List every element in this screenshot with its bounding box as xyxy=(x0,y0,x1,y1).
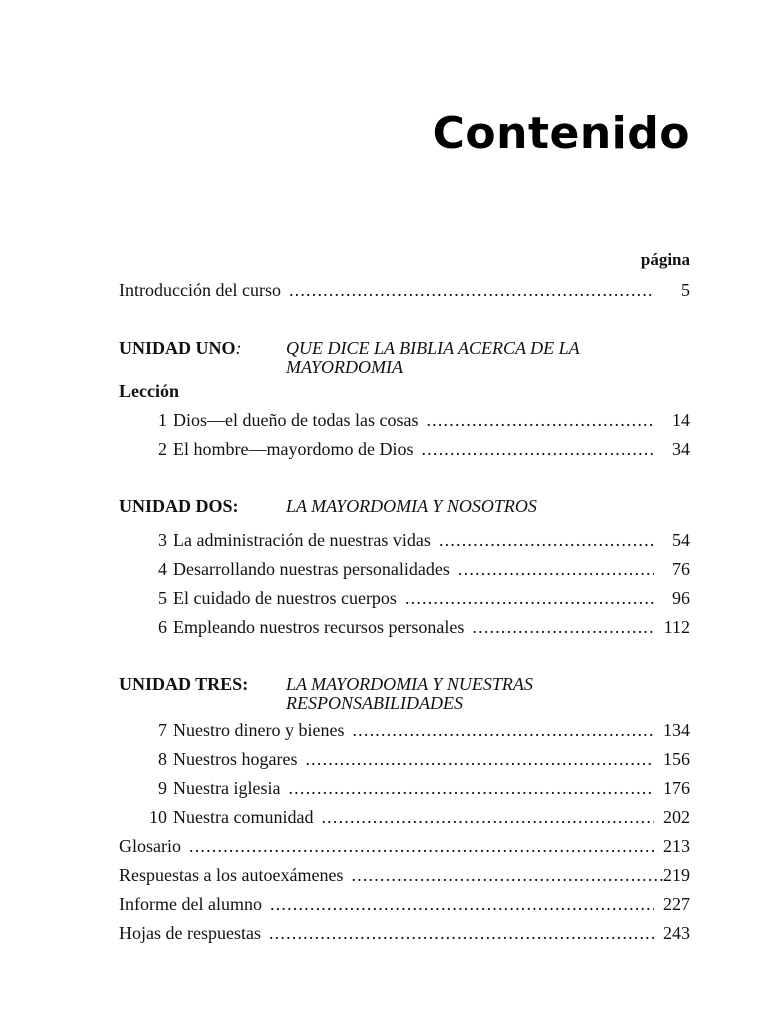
toc-entry-page: 112 xyxy=(663,617,690,637)
toc-entry-page: 156 xyxy=(663,749,690,769)
lesson-number: 5 xyxy=(158,588,167,608)
toc-entry-lesson-4[interactable] xyxy=(119,555,690,584)
dot-leader xyxy=(189,832,654,861)
lesson-number: 10 xyxy=(149,807,167,827)
unit-heading-3 xyxy=(119,675,690,713)
toc-entry-page: 243 xyxy=(663,923,690,943)
toc-entry-page: 14 xyxy=(672,410,690,430)
toc-entry-text: Glosario xyxy=(119,836,181,856)
toc-entry-text: La administración de nuestras vidas xyxy=(173,530,431,550)
toc-entry-hojas[interactable] xyxy=(119,919,690,948)
toc-entry-text: Nuestra iglesia xyxy=(173,778,281,798)
unit-colon: : xyxy=(235,338,242,358)
dot-leader xyxy=(472,613,654,642)
toc-entry-text: Hojas de respuestas xyxy=(119,923,261,943)
toc-entry-introduction[interactable] xyxy=(119,276,690,305)
toc-entry-lesson-9[interactable] xyxy=(119,774,690,803)
toc-entry-page: 227 xyxy=(663,894,690,914)
toc-entry-lesson-5[interactable] xyxy=(119,584,690,613)
dot-leader xyxy=(421,435,654,464)
lesson-number: 8 xyxy=(158,749,167,769)
unit-label: UNIDAD TRES: xyxy=(119,674,249,694)
table-of-contents xyxy=(119,248,690,948)
unit-heading-2 xyxy=(119,497,690,516)
toc-entry-page: 219 xyxy=(663,865,690,885)
toc-entry-glosario[interactable] xyxy=(119,832,690,861)
toc-entry-lesson-8[interactable] xyxy=(119,745,690,774)
toc-entry-text: Empleando nuestros recursos personales xyxy=(173,617,465,637)
dot-leader xyxy=(305,745,654,774)
page-title: Contenido xyxy=(432,108,690,159)
toc-entry-text: El hombre—mayordomo de Dios xyxy=(173,439,414,459)
unit-heading-1 xyxy=(119,339,690,377)
toc-entry-text: Respuestas a los autoexámenes xyxy=(119,865,344,885)
toc-entry-page: 76 xyxy=(672,559,690,579)
lesson-number: 6 xyxy=(158,617,167,637)
toc-entry-lesson-10[interactable] xyxy=(119,803,690,832)
toc-entry-page: 34 xyxy=(672,439,690,459)
dot-leader xyxy=(352,716,654,745)
toc-entry-text: Nuestros hogares xyxy=(173,749,298,769)
unit-title-line: LA MAYORDOMIA Y NUESTRAS xyxy=(286,674,533,694)
dot-leader xyxy=(288,774,654,803)
lesson-number: 7 xyxy=(158,720,167,740)
dot-leader xyxy=(321,803,654,832)
unit-label: UNIDAD DOS: xyxy=(119,496,239,516)
toc-entry-lesson-1[interactable] xyxy=(119,406,690,435)
dot-leader xyxy=(351,861,663,890)
toc-entry-page: 54 xyxy=(672,530,690,550)
unit-title-line: MAYORDOMIA xyxy=(286,357,403,377)
toc-entry-page: 96 xyxy=(672,588,690,608)
page-column-header: página xyxy=(640,250,690,269)
unit-title-line: LA MAYORDOMIA Y NOSOTROS xyxy=(286,496,537,516)
dot-leader xyxy=(439,526,654,555)
unit-title-line: RESPONSABILIDADES xyxy=(286,693,463,713)
unit-title-line: QUE DICE LA BIBLIA ACERCA DE LA xyxy=(286,338,580,358)
dot-leader xyxy=(270,890,654,919)
toc-entry-text: Desarrollando nuestras personalidades xyxy=(173,559,450,579)
lesson-number: 4 xyxy=(158,559,167,579)
toc-entry-page: 176 xyxy=(663,778,690,798)
toc-entry-lesson-3[interactable] xyxy=(119,526,690,555)
dot-leader xyxy=(405,584,654,613)
unit-label: UNIDAD UNO xyxy=(119,338,236,358)
toc-entry-text: El cuidado de nuestros cuerpos xyxy=(173,588,397,608)
toc-entry-text: Introducción del curso xyxy=(119,280,281,300)
dot-leader xyxy=(269,919,654,948)
toc-entry-page: 202 xyxy=(663,807,690,827)
dot-leader xyxy=(289,276,654,305)
toc-entry-informe[interactable] xyxy=(119,890,690,919)
dot-leader xyxy=(426,406,654,435)
toc-entry-page: 213 xyxy=(663,836,690,856)
toc-entry-lesson-7[interactable] xyxy=(119,716,690,745)
toc-entry-text: Dios—el dueño de todas las cosas xyxy=(173,410,419,430)
toc-entry-text: Informe del alumno xyxy=(119,894,262,914)
lesson-number: 9 xyxy=(158,778,167,798)
dot-leader xyxy=(458,555,654,584)
toc-entry-page: 5 xyxy=(681,280,690,300)
toc-entry-page: 134 xyxy=(663,720,690,740)
toc-entry-respuestas[interactable] xyxy=(119,861,690,890)
toc-entry-text: Nuestra comunidad xyxy=(173,807,314,827)
toc-entry-lesson-2[interactable] xyxy=(119,435,690,464)
lesson-number: 2 xyxy=(158,439,167,459)
toc-entry-text: Nuestro dinero y bienes xyxy=(173,720,345,740)
lesson-number: 3 xyxy=(158,530,167,550)
toc-entry-lesson-6[interactable] xyxy=(119,613,690,642)
lesson-number: 1 xyxy=(158,410,167,430)
lessons-header: Lección xyxy=(119,381,179,401)
